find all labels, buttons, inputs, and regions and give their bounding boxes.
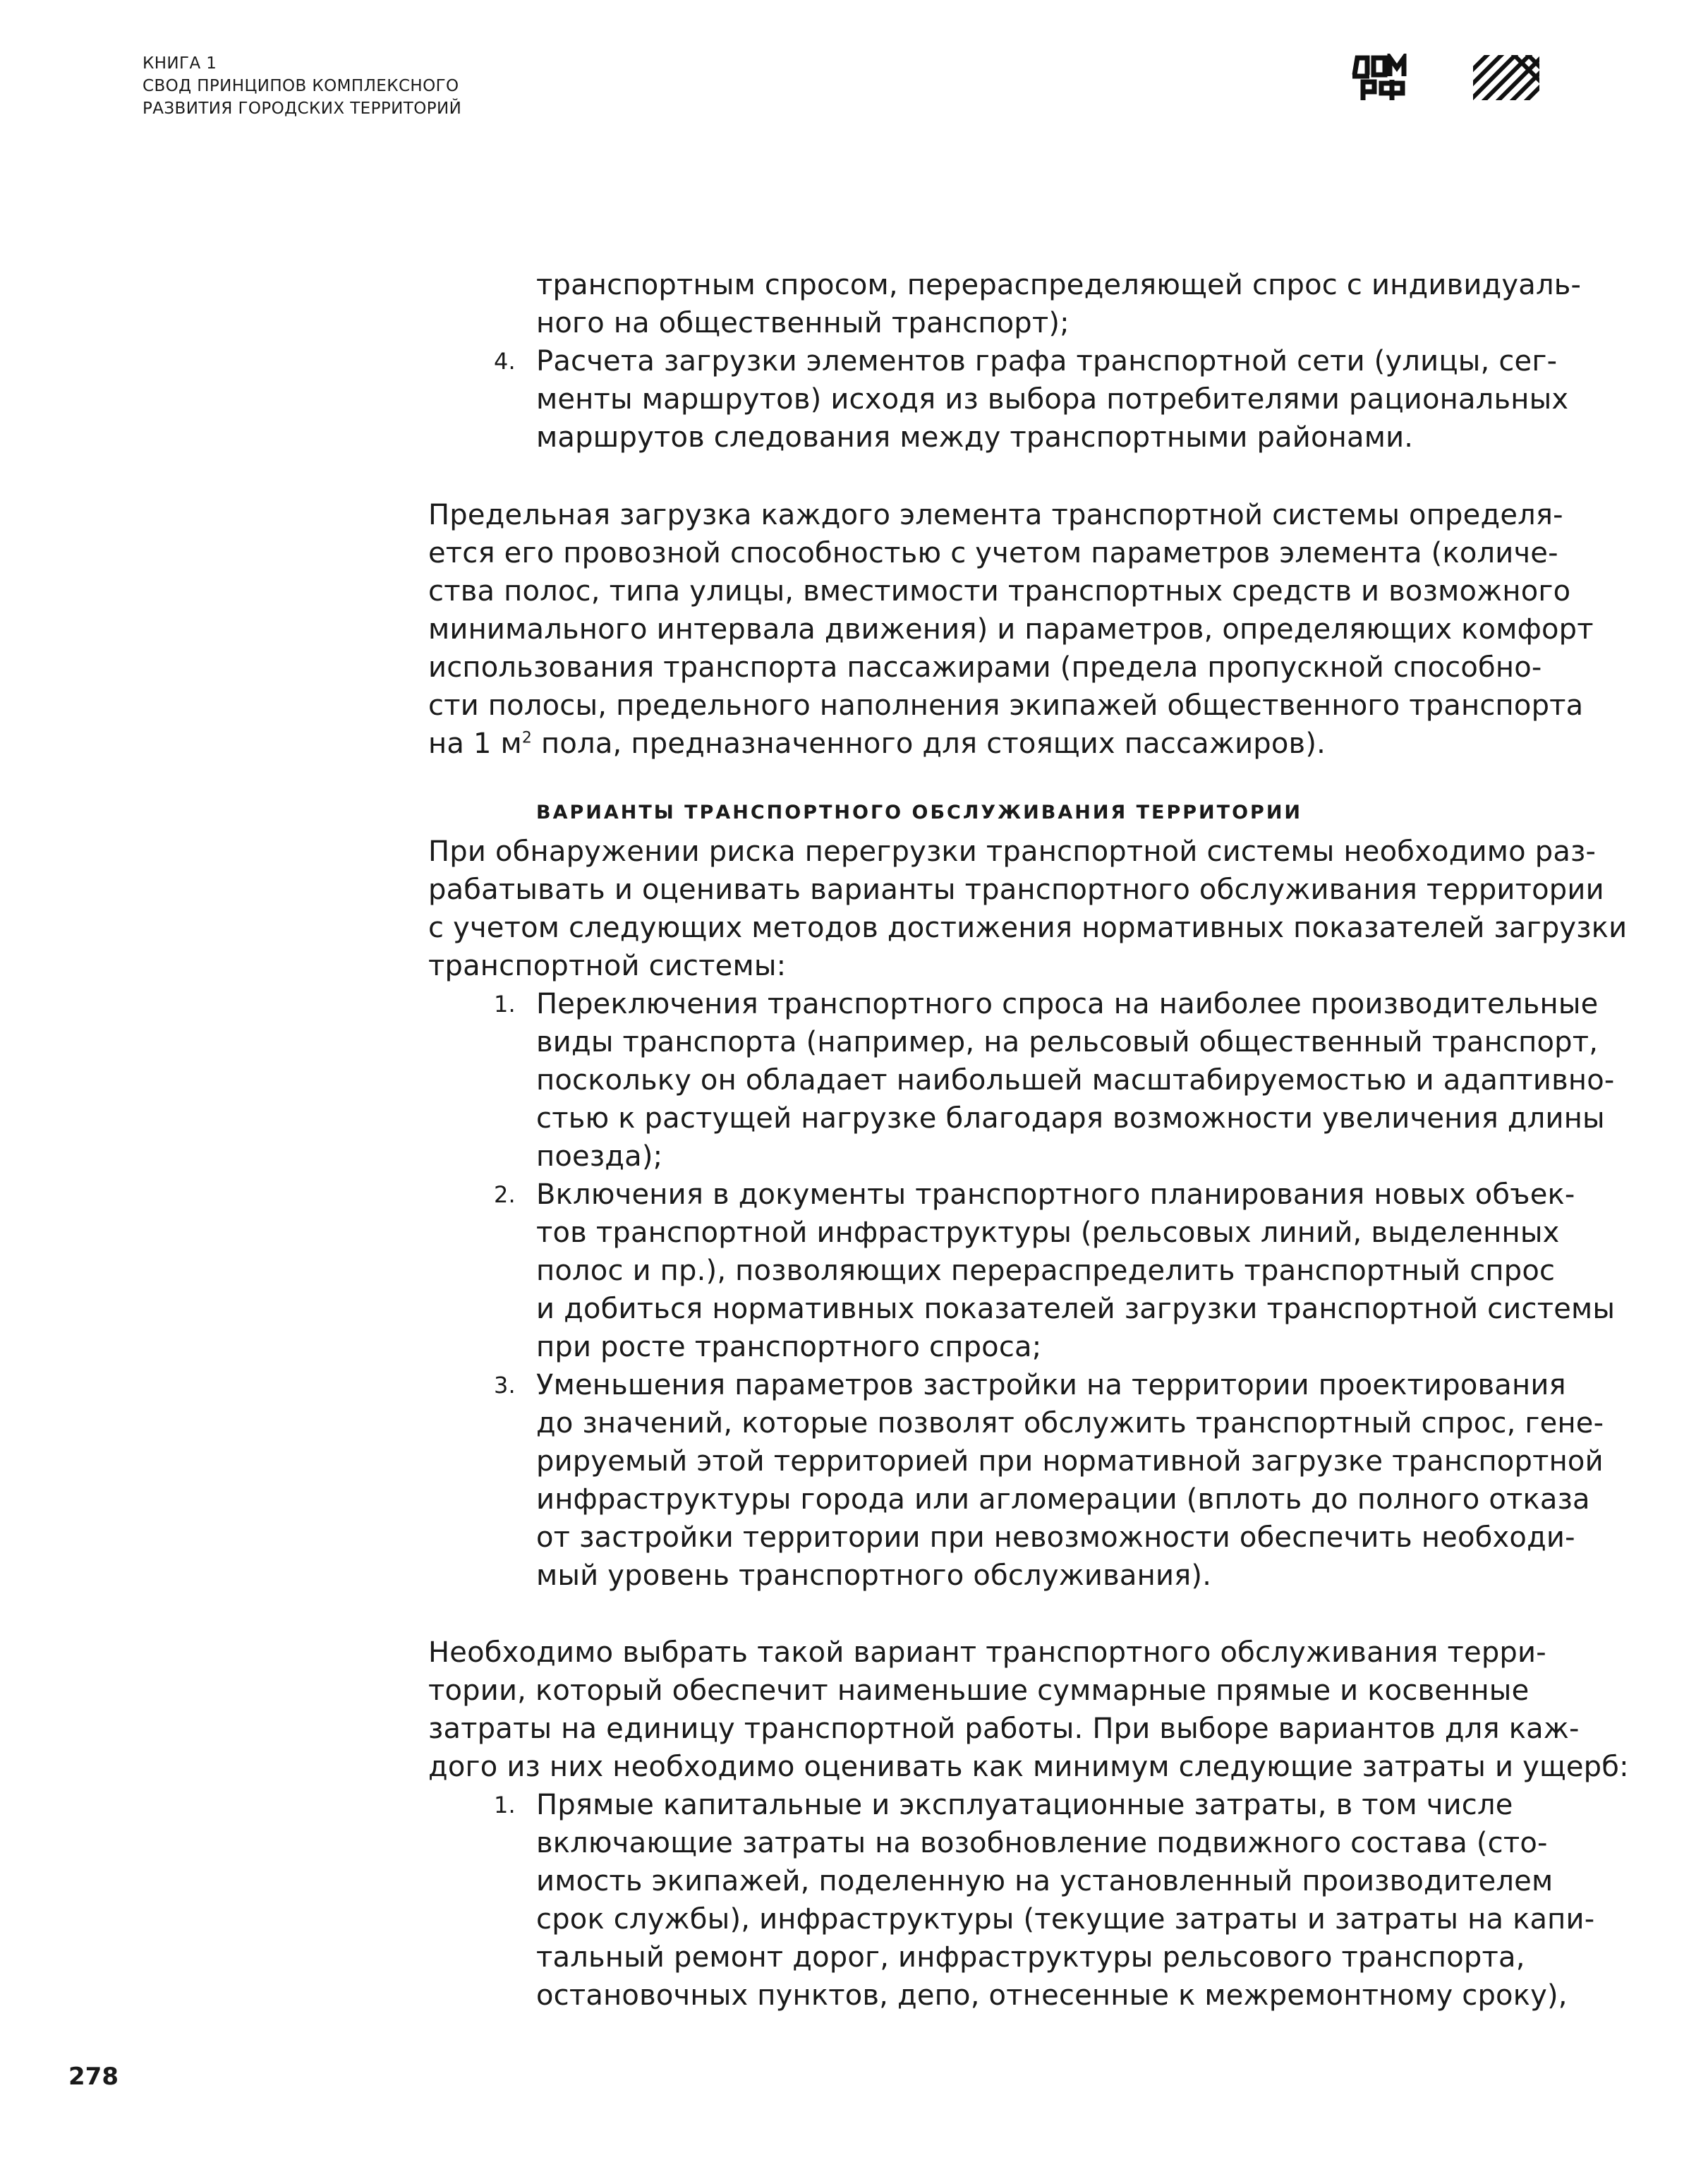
list-line: рируемый этой территорией при нормативной загрузке транспортной (536, 1445, 1604, 1478)
list-line: стью к растущей нагрузке благодаря возможности увеличения длины (536, 1102, 1605, 1135)
paragraph-line: ства полос, типа улицы, вместимости транспортных средств и возможного (428, 575, 1571, 608)
dom-rf-logo (1352, 54, 1408, 102)
page-number: 278 (68, 2063, 119, 2091)
paragraph-line: минимального интервала движения) и параметров, определяющих комфорт (428, 613, 1594, 646)
list-item (428, 985, 1613, 1176)
paragraph-overload-risk (428, 833, 1628, 1595)
list-line: имость экипажей, поделенную на установленный производителем (536, 1865, 1553, 1897)
paragraph-line: транспортной системы: (428, 950, 787, 982)
list-line: инфраструктуры города или агломерации (вплоть до полного отказа (536, 1483, 1590, 1516)
list-line: до значений, которые позволят обслужить транспортный спрос, гене- (536, 1407, 1604, 1439)
paragraph-line: При обнаружении риска перегрузки транспортной системы необходимо раз- (428, 835, 1597, 868)
header-book: КНИГА 1 (143, 54, 217, 73)
paragraph-line: тории, который обеспечит наименьшие суммарные прямые и косвенные (428, 1674, 1530, 1707)
list-number: 2. (494, 1181, 516, 1208)
list-number: 4. (494, 348, 516, 375)
list-line: маршрутов следования между транспортными районами. (536, 421, 1414, 454)
list-item (428, 1786, 1613, 2015)
top-list (428, 266, 1613, 457)
list-continuation-line: ного на общественный транспорт); (536, 307, 1070, 339)
list-line: поскольку он обладает наибольшей масштабируемостью и адаптивно- (536, 1064, 1615, 1097)
striped-logo-icon (1473, 55, 1539, 100)
list-line: остановочных пунктов, депо, отнесенные к межремонтному сроку), (536, 1979, 1568, 2012)
list-item (428, 1366, 1613, 1595)
list-line: и добиться нормативных показателей загрузки транспортной системы (536, 1293, 1616, 1325)
list-number: 1. (494, 991, 516, 1018)
paragraph-costs (428, 1634, 1629, 2015)
paragraph-line: рабатывать и оценивать варианты транспортного обслуживания территории (428, 874, 1604, 906)
paragraph-line-last (428, 725, 1613, 763)
list-line: срок службы), инфраструктуры (текущие затраты и затраты на капи- (536, 1903, 1595, 1936)
paragraph-line: Предельная загрузка каждого элемента транспортной системы определя- (428, 499, 1563, 531)
list-continuation-line: транспортным спросом, перераспределяющей спрос с индивидуаль- (536, 269, 1582, 301)
list-item (428, 1176, 1616, 1366)
list-item (428, 342, 1613, 457)
list-line: менты маршрутов) исходя из выбора потребителями рациональных (536, 383, 1569, 416)
list-line: тов транспортной инфраструктуры (рельсовых линий, выделенных (536, 1217, 1560, 1249)
list-line: Расчета загрузки элементов графа транспортной сети (улицы, сег- (536, 345, 1558, 378)
paragraph-line: с учетом следующих методов достижения нормативных показателей загрузки (428, 912, 1628, 944)
superscript: 2 (521, 729, 533, 747)
list-line: Включения в документы транспортного планирования новых объек- (536, 1178, 1575, 1211)
paragraph-line: сти полосы, предельного наполнения экипажей общественного транспорта (428, 689, 1584, 722)
list-line: виды транспорта (например, на рельсовый общественный транспорт, (536, 1026, 1599, 1058)
running-header (143, 52, 461, 120)
text-run: пола, предназначенного для стоящих пассажиров). (532, 728, 1326, 760)
text-run: на 1 м (428, 728, 522, 760)
section-heading: ВАРИАНТЫ ТРАНСПОРТНОГО ОБСЛУЖИВАНИЯ ТЕРРИТОРИИ (536, 802, 1303, 823)
list-line: Прямые капитальные и эксплуатационные затраты, в том числе (536, 1789, 1513, 1821)
list-line: полос и пр.), позволяющих перераспределить транспортный спрос (536, 1255, 1556, 1287)
header-title-line-2: РАЗВИТИЯ ГОРОДСКИХ ТЕРРИТОРИЙ (143, 99, 462, 118)
list-line: Переключения транспортного спроса на наиболее производительные (536, 988, 1599, 1020)
list-line: Уменьшения параметров застройки на территории проектирования (536, 1369, 1566, 1401)
header-title-line-1: СВОД ПРИНЦИПОВ КОМПЛЕКСНОГО (143, 77, 459, 95)
paragraph-load-limit (428, 496, 1613, 763)
paragraph-line: Необходимо выбрать такой вариант транспортного обслуживания терри- (428, 1636, 1546, 1669)
list-line: от застройки территории при невозможности обеспечить необходи- (536, 1521, 1575, 1554)
paragraph-line: ется его провозной способностью с учетом параметров элемента (количе- (428, 537, 1558, 569)
list-number: 1. (494, 1792, 516, 1818)
paragraph-line: дого из них необходимо оценивать как минимум следующие затраты и ущерб: (428, 1751, 1629, 1783)
list-line: включающие затраты на возобновление подвижного состава (сто- (536, 1827, 1548, 1859)
paragraph-line: использования транспорта пассажирами (предела пропускной способно- (428, 651, 1542, 684)
list-line: мый уровень транспортного обслуживания). (536, 1559, 1212, 1592)
paragraph-line: затраты на единицу транспортной работы. При выборе вариантов для каж- (428, 1713, 1580, 1745)
list-line: поезда); (536, 1140, 663, 1173)
list-number: 3. (494, 1372, 516, 1399)
list-line: при росте транспортного спроса; (536, 1331, 1042, 1363)
list-line: тальный ремонт дорог, инфраструктуры рельсового транспорта, (536, 1941, 1525, 1974)
